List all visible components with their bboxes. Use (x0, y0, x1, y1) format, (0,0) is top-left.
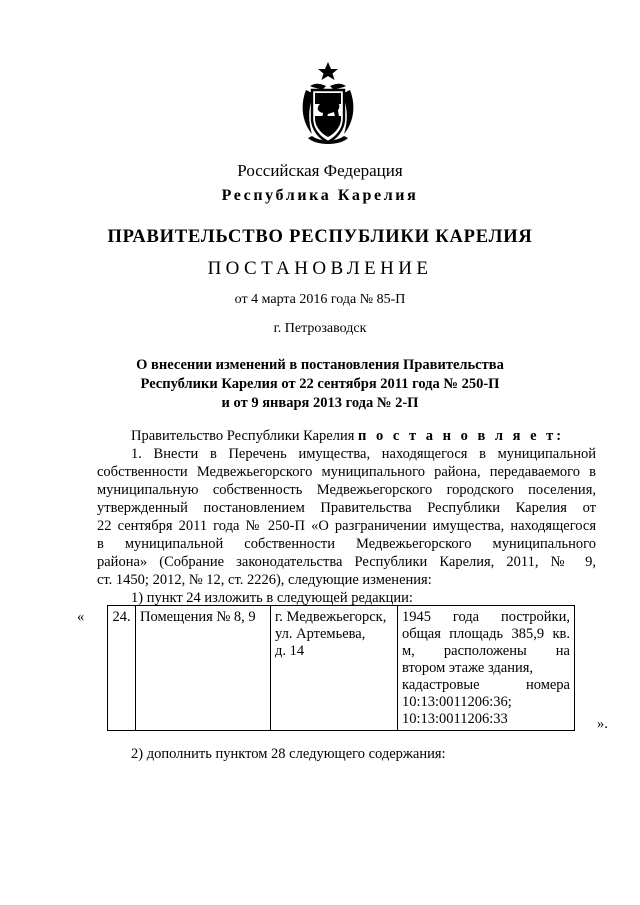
preamble-resolves: п о с т а н о в л я е т: (358, 428, 565, 444)
table-row (108, 606, 575, 731)
country-name: Российская Федерация (237, 161, 403, 180)
decree-date-number: от 4 марта 2016 года № 85-П (234, 292, 406, 307)
address-cell (271, 606, 398, 731)
republic-name: Республика Карелия (221, 187, 419, 204)
description-line: м, расположены на (402, 643, 570, 659)
decree-city: г. Петрозаводск (273, 321, 367, 336)
item-one: 1) пункт 24 изложить в следующей редакции: (131, 590, 413, 606)
description-line: 10:13:0011206:33 (402, 711, 508, 727)
paragraph-line: утвержденный постановлением Правительства Республики Карелия от (97, 500, 596, 516)
paragraph-line: муниципальную собственность Медвежьегорского городского поселения, (97, 482, 596, 498)
description-cell (398, 606, 575, 731)
decree-body (97, 427, 596, 607)
title-line: О внесении изменений в постановления Правительства (136, 357, 504, 373)
paragraph-line: 1. Внести в Перечень имущества, находящегося в муниципальной (131, 446, 596, 462)
preamble-text: Правительство Республики Карелия (131, 428, 359, 444)
description-line: 1945 года постройки, (402, 609, 570, 625)
government-heading: ПРАВИТЕЛЬСТВО РЕСПУБЛИКИ КАРЕЛИЯ (107, 227, 533, 247)
preamble (97, 427, 596, 445)
address-line: ул. Артемьева, (275, 626, 366, 642)
quote-open: « (77, 609, 85, 625)
address-line: г. Медвежьегорск, (275, 609, 387, 625)
decree-type-heading: ПОСТАНОВЛЕНИЕ (207, 258, 433, 279)
paragraph-line: 22 сентября 2011 года № 250-П «О разграничении имущества, находящегося (97, 518, 596, 534)
description-line: общая площадь 385,9 кв. (402, 626, 570, 642)
amendment-table (107, 605, 575, 731)
premises-cell: Помещения № 8, 9 (136, 606, 271, 731)
karelia-coat-of-arms-icon (298, 60, 358, 148)
title-line: Республики Карелия от 22 сентября 2011 года № 250-П (140, 376, 500, 392)
quote-close: ». (597, 716, 608, 732)
item-number-cell: 24. (108, 606, 136, 731)
paragraph-line: ст. 1450; 2012, № 12, ст. 2226), следующие изменения: (97, 572, 432, 588)
paragraph-line: района» (Собрание законодательства Республики Карелия, 2011, № 9, (97, 554, 596, 570)
address-line: д. 14 (275, 643, 305, 659)
title-line: и от 9 января 2013 года № 2-П (221, 395, 419, 411)
description-line: 10:13:0011206:36; (402, 694, 512, 710)
paragraph-line: собственности Медвежьегорского муниципального района, передаваемого в (97, 464, 596, 480)
decree-title (0, 356, 640, 413)
item-two: 2) дополнить пунктом 28 следующего содержания: (131, 746, 446, 762)
description-line: кадастровые номера (402, 677, 570, 693)
description-line: втором этаже здания, (402, 660, 534, 676)
paragraph-line: в муниципальной собственности Медвежьегорского муниципального (97, 536, 596, 552)
